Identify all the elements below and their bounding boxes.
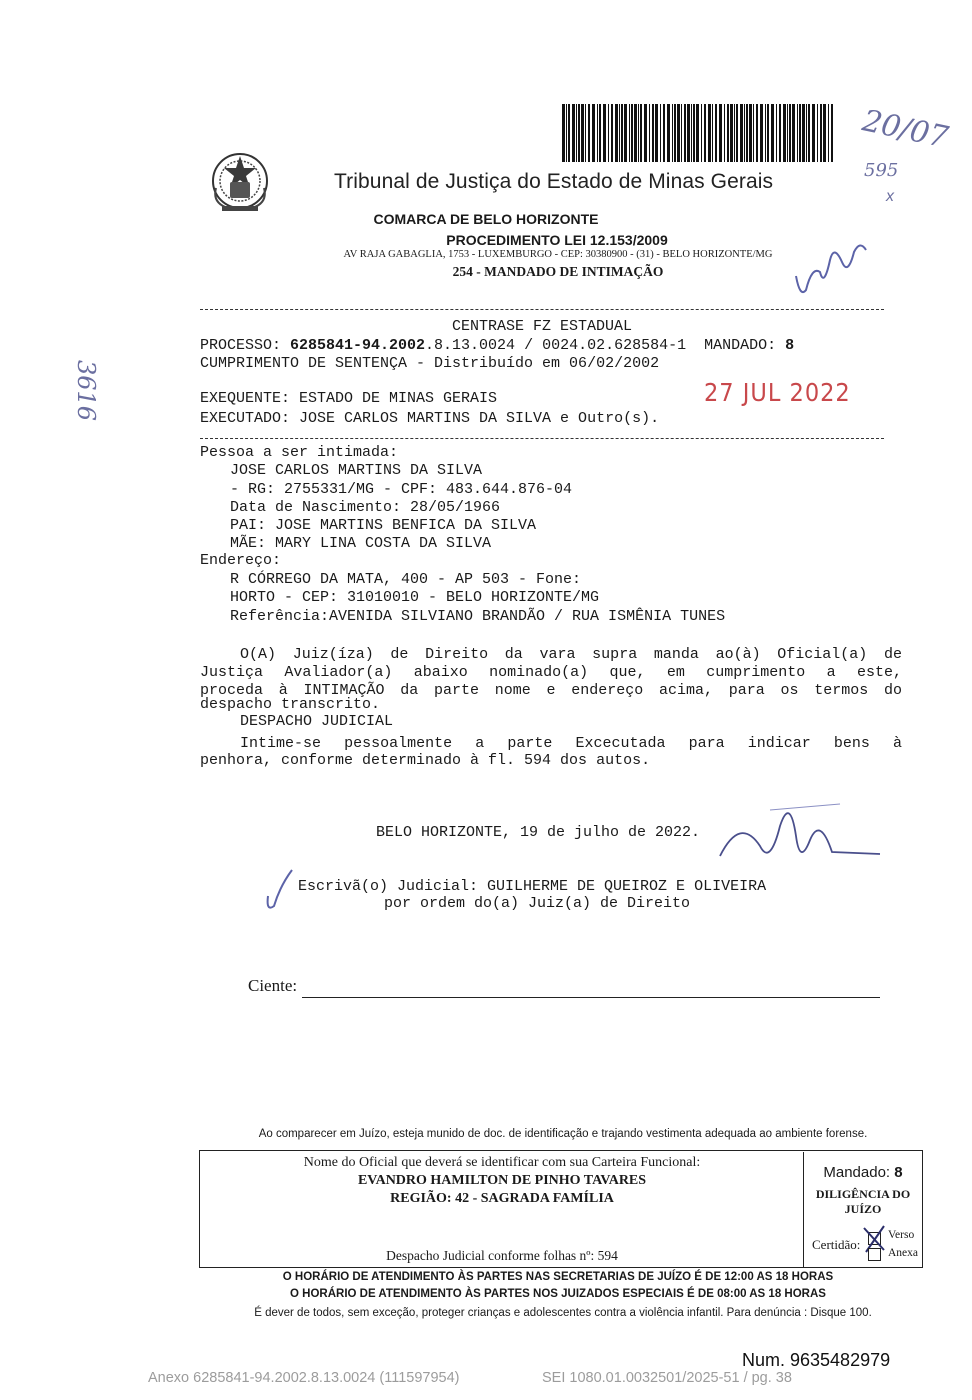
order-line: proceda à INTIMAÇÃO da parte nome e endereço acima, para os termos do xyxy=(200,682,902,699)
address-label: Endereço: xyxy=(200,552,282,569)
mandado-title: 254 - MANDADO DE INTIMAÇÃO xyxy=(452,264,664,279)
person-name: JOSE CARLOS MARTINS DA SILVA xyxy=(230,462,483,479)
cumprimento-line: CUMPRIMENTO DE SENTENÇA - Distribuído em 06/02/2002 xyxy=(200,355,660,372)
barcode-icon xyxy=(562,104,834,162)
person-mother: MÃE: MARY LINA COSTA DA SILVA xyxy=(230,535,492,552)
appearance-note: Ao comparecer em Juízo, esteja munido de doc. de identificação e trajando vestimenta adequada ao ambiente forense. xyxy=(258,1128,868,1140)
clerk-line: Escrivã(o) Judicial: GUILHERME DE QUEIROZ E OLIVEIRA xyxy=(298,878,767,895)
hours-juizados: O HORÁRIO DE ATENDIMENTO ÀS PARTES NOS JUIZADOS ESPECIAIS É DE 08:00 AS 18 HORAS xyxy=(290,1288,826,1300)
despacho-label: DESPACHO JUDICIAL xyxy=(240,713,394,730)
processo-line: PROCESSO: 6285841-94.2002.8.13.0024 / 0024.02.628584-1 MANDADO: 8 xyxy=(200,337,795,354)
handwritten-mark: x xyxy=(886,188,894,205)
child-protection-note: É dever de todos, sem exceção, proteger crianças e adolescentes contra a violência infantil. Para denúncia : Disque 100. xyxy=(254,1307,872,1319)
centrase-line: CENTRASE FZ ESTADUAL xyxy=(452,318,633,335)
order-line: Justiça Avaliador(a) abaixo nominado(a) que, em cumprimento a este, xyxy=(200,664,902,681)
date-stamp: 27 JUL 2022 xyxy=(704,378,851,407)
officer-region: REGIÃO: 42 - SAGRADA FAMÍLIA xyxy=(390,1191,614,1206)
officer-name: EVANDRO HAMILTON DE PINHO TAVARES xyxy=(357,1173,647,1188)
document-number: Num. 9635482979 xyxy=(742,1350,891,1370)
place-date: BELO HORIZONTE, 19 de julho de 2022. xyxy=(376,824,701,841)
handwritten-date: 20/07 xyxy=(859,103,952,156)
hours-secretarias: O HORÁRIO DE ATENDIMENTO ÀS PARTES NAS SECRETARIAS DE JUÍZO É DE 12:00 AS 18 HORAS xyxy=(282,1271,834,1283)
coat-of-arms-icon xyxy=(208,148,272,214)
person-birth: Data de Nascimento: 28/05/1966 xyxy=(230,499,501,516)
ciente-signature-line[interactable] xyxy=(302,997,880,998)
juizo-label: JUÍZO xyxy=(844,1202,882,1216)
ciente-label: Ciente: xyxy=(248,976,298,995)
exequente-line: EXEQUENTE: ESTADO DE MINAS GERAIS xyxy=(200,390,498,407)
person-label: Pessoa a ser intimada: xyxy=(200,444,399,461)
diligencia-label: DILIGÊNCIA DO xyxy=(815,1187,911,1201)
address-reference: Referência:AVENIDA SILVIANO BRANDÃO / RUA ISMÊNIA TUNES xyxy=(230,608,726,625)
address-street: R CÓRREGO DA MATA, 400 - AP 503 - Fone: xyxy=(230,571,582,588)
despacho-line: penhora, conforme determinado à fl. 594 dos autos. xyxy=(200,752,651,769)
person-docs: - RG: 2755331/MG - CPF: 483.644.876-04 xyxy=(230,481,573,498)
mandado-number: 8 xyxy=(785,337,795,354)
person-father: PAI: JOSE MARTINS BENFICA DA SILVA xyxy=(230,517,537,534)
separator xyxy=(200,438,884,439)
order-line: O(A) Juiz(íza) de Direito da vara supra manda ao(à) Oficial(a) de xyxy=(240,646,902,663)
anexa-checkbox[interactable] xyxy=(868,1248,881,1261)
signature-icon xyxy=(700,796,890,876)
order-line: despacho transcrito. xyxy=(200,696,381,713)
anexa-label: Anexa xyxy=(888,1247,919,1259)
handwritten-initial-icon xyxy=(790,232,870,302)
certidao-label: Certidão: xyxy=(812,1237,861,1252)
mandado-number-label: Mandado: 8 xyxy=(823,1164,903,1181)
separator xyxy=(200,309,884,310)
despacho-folhas: Despacho Judicial conforme folhas nº: 594 xyxy=(386,1248,618,1263)
court-address: AV RAJA GABAGLIA, 1753 - LUXEMBURGO - CEP: 30380900 - (31) - BELO HORIZONTE/MG xyxy=(343,249,773,260)
processo-number: 6285841-94.2002 xyxy=(290,337,426,354)
address-district: HORTO - CEP: 31010010 - BELO HORIZONTE/MG xyxy=(230,589,600,606)
sei-reference: SEI 1080.01.0032501/2025-51 / pg. 38 xyxy=(542,1370,792,1386)
handwritten-page-note: 595 xyxy=(864,160,899,181)
handwritten-check-icon xyxy=(262,866,296,916)
executado-line: EXECUTADO: JOSE CARLOS MARTINS DA SILVA e Outro(s). xyxy=(200,410,660,427)
verso-label: Verso xyxy=(888,1229,915,1241)
procedimento-heading: PROCEDIMENTO LEI 12.153/2009 xyxy=(446,232,668,248)
court-title: Tribunal de Justiça do Estado de Minas Gerais xyxy=(334,170,774,193)
despacho-line: Intime-se pessoalmente a parte Excecutada para indicar bens à xyxy=(240,735,902,752)
anexo-reference: Anexo 6285841-94.2002.8.13.0024 (111597954) xyxy=(148,1370,460,1386)
comarca-heading: COMARCA DE BELO HORIZONTE xyxy=(373,211,599,227)
officer-intro: Nome do Oficial que deverá se identificar com sua Carteira Funcional: xyxy=(303,1155,701,1170)
by-order-line: por ordem do(a) Juiz(a) de Direito xyxy=(384,895,691,912)
handwritten-side-note: 3616 xyxy=(72,360,100,422)
